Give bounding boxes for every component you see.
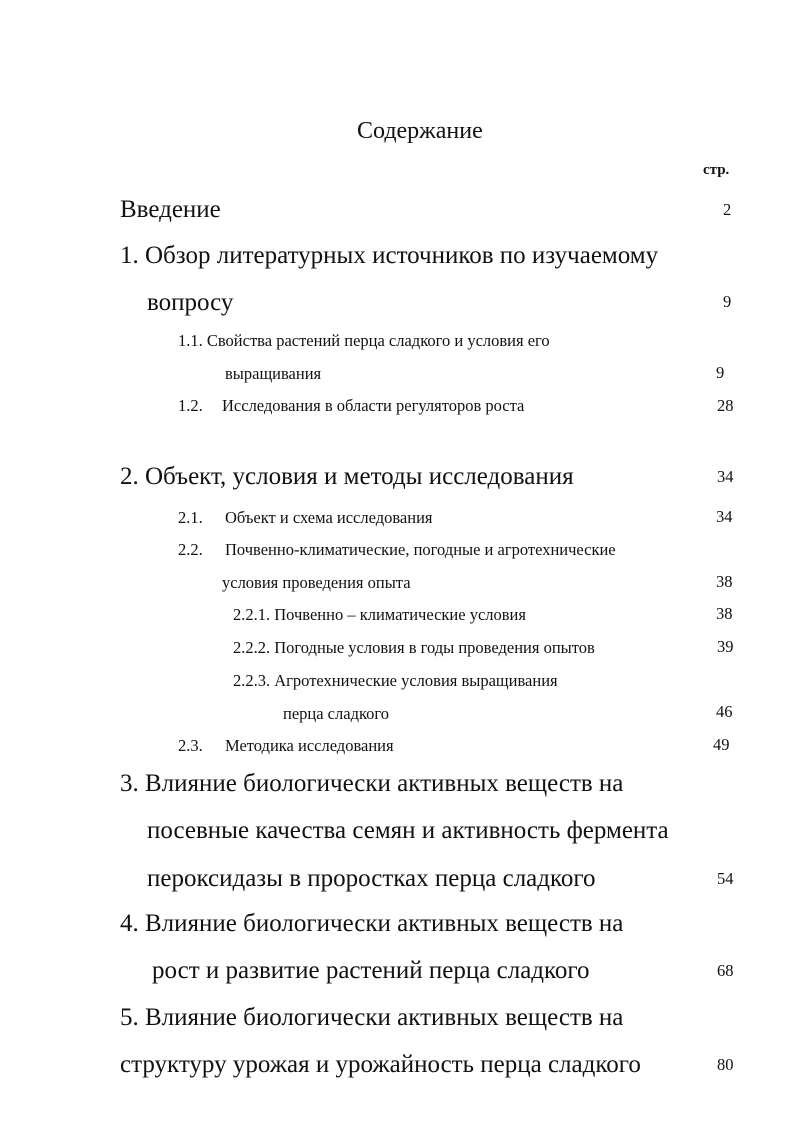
toc-intro-title: Введение: [120, 196, 221, 223]
toc-s2-1-page: 34: [716, 507, 733, 526]
toc-ch5-title-line2: структуру урожая и урожайность перца сладкого: [120, 1051, 641, 1078]
toc-ch1-title-line1: 1. Обзор литературных источников по изучаемому: [120, 242, 659, 269]
toc-ch3-page: 54: [717, 869, 734, 888]
page-column-header: стр.: [703, 162, 730, 178]
toc-s1-1-page: 9: [716, 363, 725, 382]
toc-intro-page: 2: [723, 200, 732, 219]
toc-s2-2-2-title: 2.2.2. Погодные условия в годы проведения опытов: [233, 638, 595, 657]
toc-ch3-title-line2: посевные качества семян и активность фермента: [147, 817, 669, 844]
toc-ch4-title-line1: 4. Влияние биологически активных веществ на: [120, 910, 624, 937]
toc-ch5-title-line1: 5. Влияние биологически активных веществ на: [120, 1004, 624, 1031]
toc-s2-2-title-line1: Почвенно-климатические, погодные и агротехнические: [225, 540, 616, 559]
toc-s2-2-title-line2: условия проведения опыта: [222, 573, 411, 592]
toc-s2-3-number: 2.3.: [178, 736, 203, 755]
page-title: Содержание: [357, 118, 483, 144]
toc-s2-2-3-page: 46: [716, 702, 733, 721]
toc-ch2-page: 34: [717, 467, 734, 486]
toc-s2-2-2-page: 39: [717, 637, 734, 656]
toc-s2-1-number: 2.1.: [178, 508, 203, 527]
toc-ch5-page: 80: [717, 1055, 734, 1074]
toc-ch1-page: 9: [723, 292, 732, 311]
toc-ch2-title: 2. Объект, условия и методы исследования: [120, 463, 574, 490]
toc-s2-2-number: 2.2.: [178, 540, 203, 559]
toc-ch3-title-line3: пероксидазы в проростках перца сладкого: [147, 865, 596, 892]
toc-s2-2-1-page: 38: [716, 604, 733, 623]
toc-s2-2-1-title: 2.2.1. Почвенно – климатические условия: [233, 605, 526, 624]
toc-s2-1-title: Объект и схема исследования: [225, 508, 433, 527]
toc-ch1-title-line2: вопросу: [147, 289, 234, 316]
toc-ch4-title-line2: рост и развитие растений перца сладкого: [152, 957, 590, 984]
toc-ch3-title-line1: 3. Влияние биологически активных веществ на: [120, 770, 624, 797]
toc-s1-2-page: 28: [717, 396, 734, 415]
toc-s2-3-title: Методика исследования: [225, 736, 394, 755]
toc-s1-1-title-line1: 1.1. Свойства растений перца сладкого и условия его: [178, 331, 550, 350]
toc-s2-2-page: 38: [716, 572, 733, 591]
toc-s2-2-3-title-line2: перца сладкого: [283, 704, 389, 723]
toc-s2-3-page: 49: [713, 735, 730, 754]
toc-s2-2-3-title-line1: 2.2.3. Агротехнические условия выращивания: [233, 671, 558, 690]
toc-ch4-page: 68: [717, 961, 734, 980]
toc-s1-1-title-line2: выращивания: [225, 364, 322, 383]
toc-s1-2-title: Исследования в области регуляторов роста: [222, 396, 525, 415]
toc-s1-2-number: 1.2.: [178, 396, 203, 415]
